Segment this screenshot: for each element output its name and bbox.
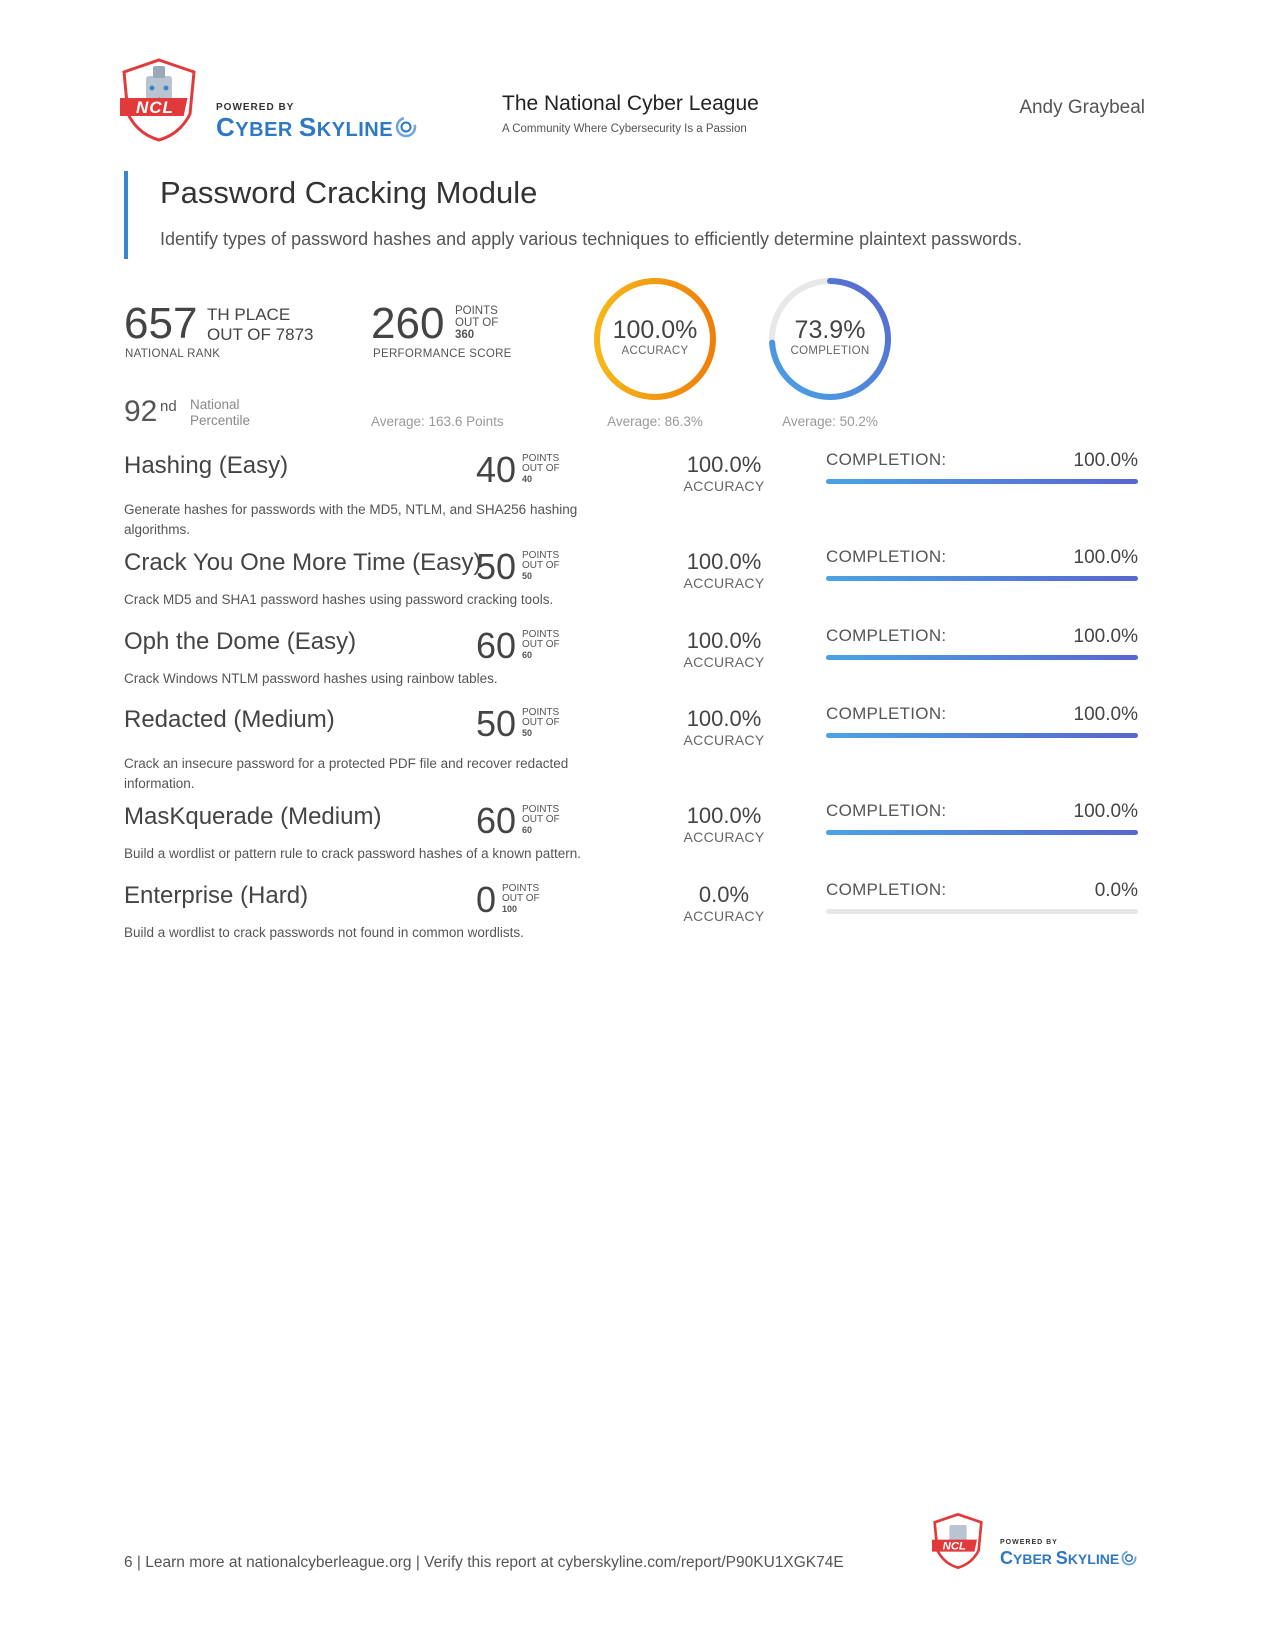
footer-cyber-skyline-brand: CYBER SKYLINE bbox=[1000, 1548, 1137, 1569]
challenge-accuracy bbox=[660, 549, 788, 591]
challenge-completion-bar bbox=[826, 733, 1138, 738]
footer-text: 6 | Learn more at nationalcyberleague.org | Verify this report at cyberskyline.com/report/P90KU1XGK74E bbox=[124, 1554, 844, 1571]
swirl-icon bbox=[395, 116, 417, 138]
challenge-completion-bar bbox=[826, 830, 1138, 835]
challenge-points-caption: POINTS OUT OF 50 bbox=[522, 550, 560, 581]
percentile-value: 92 bbox=[124, 395, 158, 428]
challenge-completion-value: 100.0% bbox=[1073, 450, 1138, 471]
challenge-completion-value: 100.0% bbox=[1073, 704, 1138, 725]
challenge-accuracy-value: 100.0% bbox=[686, 452, 762, 477]
challenge-completion-fill bbox=[826, 733, 1138, 738]
challenge-accuracy-label: ACCURACY bbox=[683, 575, 765, 591]
challenge-description: Crack MD5 and SHA1 password hashes using password cracking tools. bbox=[124, 592, 554, 607]
player-name: Andy Graybeal bbox=[1019, 97, 1145, 118]
challenge-points: 60 bbox=[476, 800, 517, 841]
challenge-description: Crack Windows NTLM password hashes using rainbow tables. bbox=[124, 671, 498, 686]
challenge-accuracy-value: 0.0% bbox=[698, 882, 750, 907]
challenge-completion-label: COMPLETION: bbox=[826, 547, 947, 566]
ncl-logo-icon bbox=[932, 1512, 984, 1570]
challenge-points: 60 bbox=[476, 625, 517, 666]
national-rank-value: 657 bbox=[124, 299, 198, 348]
percentile-label: National Percentile bbox=[190, 397, 251, 428]
challenge-points-caption: POINTS OUT OF 60 bbox=[522, 629, 560, 660]
challenge-completion-value: 100.0% bbox=[1073, 626, 1138, 647]
powered-by-label: POWERED BY bbox=[216, 102, 295, 113]
module-description: Identify types of password hashes and apply various techniques to efficiently determine plaintext passwords. bbox=[160, 229, 1023, 249]
challenge-description: Build a wordlist to crack passwords not found in common wordlists. bbox=[124, 925, 524, 940]
challenge-accuracy-label: ACCURACY bbox=[683, 908, 765, 924]
challenge-name: MasKquerade (Medium) bbox=[124, 803, 382, 830]
challenge-completion-fill bbox=[826, 830, 1138, 835]
challenge-description: Crack an insecure password for a protected PDF file and recover redacted information. bbox=[124, 756, 569, 791]
challenge-name: Crack You One More Time (Easy) bbox=[124, 549, 482, 576]
challenge-completion-fill bbox=[826, 655, 1138, 660]
challenge-completion-value: 100.0% bbox=[1073, 801, 1138, 822]
ncl-logo-icon bbox=[120, 58, 198, 142]
challenge-completion-bar bbox=[826, 479, 1138, 484]
challenge-completion-fill bbox=[826, 576, 1138, 581]
percentile-suffix: nd bbox=[160, 398, 177, 415]
performance-score-label: PERFORMANCE SCORE bbox=[373, 348, 512, 360]
challenge-accuracy-label: ACCURACY bbox=[683, 654, 765, 670]
performance-average: Average: 163.6 Points bbox=[371, 414, 504, 429]
accuracy-label: ACCURACY bbox=[621, 345, 689, 357]
challenge-accuracy-label: ACCURACY bbox=[683, 478, 765, 494]
league-title: The National Cyber League bbox=[502, 92, 759, 115]
challenge-name: Oph the Dome (Easy) bbox=[124, 628, 357, 655]
challenge-accuracy-value: 100.0% bbox=[686, 803, 762, 828]
challenge-completion-bar bbox=[826, 576, 1138, 581]
challenge-accuracy bbox=[660, 452, 788, 494]
challenge-points: 0 bbox=[476, 879, 497, 920]
challenge-accuracy bbox=[660, 882, 788, 924]
challenge-name: Redacted (Medium) bbox=[124, 706, 335, 733]
challenge-points-caption: POINTS OUT OF 40 bbox=[522, 453, 560, 484]
challenge-description: Build a wordlist or pattern rule to crack password hashes of a known pattern. bbox=[124, 846, 581, 861]
challenge-accuracy bbox=[660, 628, 788, 670]
challenge-completion-fill bbox=[826, 479, 1138, 484]
challenge-points: 40 bbox=[476, 449, 517, 490]
performance-score-value: 260 bbox=[371, 299, 445, 348]
challenge-points-caption: POINTS OUT OF 60 bbox=[522, 804, 560, 835]
challenge-description: Generate hashes for passwords with the MD5, NTLM, and SHA256 hashing algorithms. bbox=[124, 502, 578, 537]
league-subtitle: A Community Where Cybersecurity Is a Passion bbox=[502, 123, 747, 135]
completion-average: Average: 50.2% bbox=[782, 414, 878, 429]
challenge-accuracy-value: 100.0% bbox=[686, 706, 762, 731]
challenge-accuracy bbox=[660, 803, 788, 845]
challenge-points-caption: POINTS OUT OF 50 bbox=[522, 707, 560, 738]
challenge-completion-label: COMPLETION: bbox=[826, 880, 947, 899]
footer-logo-text: NCL bbox=[942, 1540, 966, 1553]
completion-ring-text bbox=[765, 316, 895, 357]
title-accent-bar bbox=[124, 171, 128, 259]
challenge-completion-label: COMPLETION: bbox=[826, 801, 947, 820]
logo-text: NCL bbox=[136, 98, 174, 117]
completion-label: COMPLETION bbox=[790, 345, 870, 357]
footer-powered-by: POWERED BY bbox=[1000, 1539, 1058, 1546]
challenge-accuracy-value: 100.0% bbox=[686, 549, 762, 574]
national-rank-label: NATIONAL RANK bbox=[125, 348, 221, 360]
challenge-completion-label: COMPLETION: bbox=[826, 704, 947, 723]
challenge-points: 50 bbox=[476, 546, 517, 587]
footer-swirl-icon bbox=[1121, 1550, 1137, 1566]
accuracy-ring-text bbox=[590, 316, 720, 357]
challenge-points-caption: POINTS OUT OF 100 bbox=[502, 883, 540, 914]
challenge-completion-value: 100.0% bbox=[1073, 547, 1138, 568]
challenge-accuracy-value: 100.0% bbox=[686, 628, 762, 653]
cyber-skyline-brand: CYBER SKYLINE bbox=[216, 112, 417, 143]
challenge-completion-label: COMPLETION: bbox=[826, 626, 947, 645]
challenge-name: Enterprise (Hard) bbox=[124, 882, 309, 909]
challenge-completion-value: 0.0% bbox=[1094, 880, 1138, 901]
challenge-name: Hashing (Easy) bbox=[124, 452, 289, 479]
performance-score-points: POINTS OUT OF 360 bbox=[455, 305, 499, 341]
module-title: Password Cracking Module bbox=[160, 175, 538, 210]
rank-place-text: TH PLACE OUT OF 7873 bbox=[207, 305, 314, 344]
challenge-points: 50 bbox=[476, 703, 517, 744]
accuracy-value: 100.0% bbox=[612, 316, 698, 344]
challenge-accuracy-label: ACCURACY bbox=[683, 732, 765, 748]
challenge-completion-bar bbox=[826, 655, 1138, 660]
challenge-accuracy bbox=[660, 706, 788, 748]
accuracy-average: Average: 86.3% bbox=[607, 414, 703, 429]
challenge-completion-bar bbox=[826, 909, 1138, 914]
completion-value: 73.9% bbox=[794, 316, 866, 344]
challenge-accuracy-label: ACCURACY bbox=[683, 829, 765, 845]
challenge-completion-label: COMPLETION: bbox=[826, 450, 947, 469]
